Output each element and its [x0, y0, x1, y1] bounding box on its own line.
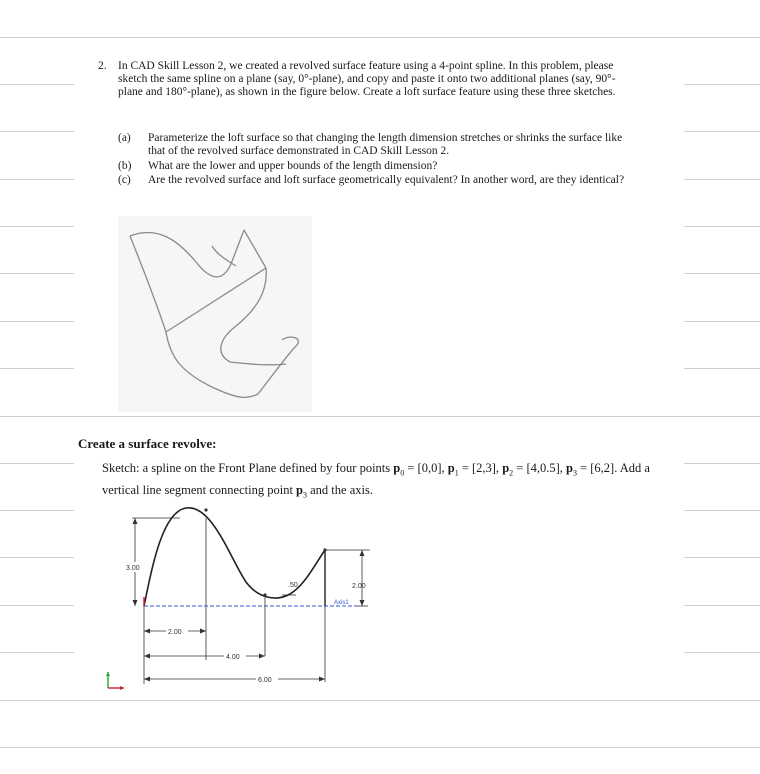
page-rule — [684, 321, 760, 322]
page-rule — [684, 510, 760, 511]
page-rule — [0, 321, 74, 322]
arrowhead — [259, 654, 265, 659]
part-text: Parameterize the loft surface so that changing the length dimension stretches or shrinks the surface like that of the revolved surface demonstrated in CAD Skill Lesson 2. — [148, 132, 623, 158]
point-symbol: p — [447, 461, 455, 475]
page-rule — [0, 84, 74, 85]
arrowhead — [200, 629, 206, 634]
part-text: What are the lower and upper bounds of the length dimension? — [148, 160, 438, 172]
arrowhead — [133, 600, 138, 606]
point-symbol: p — [566, 461, 573, 475]
triad-arrow — [120, 686, 124, 690]
arrowhead — [144, 629, 150, 634]
page-rule — [684, 463, 760, 464]
spline-point — [323, 548, 326, 551]
arrowhead — [360, 550, 365, 556]
arrowhead — [360, 600, 365, 606]
page-rule — [0, 131, 74, 132]
question-text: In CAD Skill Lesson 2, we created a revolved surface feature using a 4-point spline. In this problem, please sketch the same spline on a plane (say, 0°-plane), and copy and paste it onto two additional planes (say, 90°-plane and 180°-plane), as shown in the figure below. Create a loft surface feature using these three sketches. — [118, 60, 616, 99]
question-number: 2. — [98, 60, 107, 72]
arrowhead — [144, 677, 150, 682]
page-rule — [684, 84, 760, 85]
arrowhead — [319, 677, 325, 682]
page-rule — [0, 652, 74, 653]
part-label: (c) — [118, 174, 131, 186]
arrowhead — [133, 518, 138, 524]
spline-drawing — [100, 498, 390, 694]
page-rule — [684, 605, 760, 606]
point-index: 3 — [572, 468, 577, 478]
page-rule — [684, 179, 760, 180]
point-value: = [0,0], — [404, 461, 448, 475]
spline-point — [204, 508, 207, 511]
page-rule — [0, 368, 74, 369]
page-rule — [684, 368, 760, 369]
sketch-tail: Add a vertical line segment connecting point — [102, 461, 650, 497]
part-label: (b) — [118, 160, 132, 172]
dim-height-label: 3.00 — [126, 565, 140, 572]
page-rule — [0, 463, 74, 464]
page-rule — [0, 557, 74, 558]
spline-point — [263, 593, 266, 596]
loft-figure — [118, 216, 312, 412]
point-index: 1 — [454, 468, 459, 478]
part-text: Are the revolved surface and loft surface geometrically equivalent? In another word, are they identical? — [148, 174, 625, 186]
page-rule — [0, 700, 760, 701]
page-rule — [0, 510, 74, 511]
dim-x1-label: 2.00 — [168, 629, 182, 636]
point-symbol: p — [393, 461, 401, 475]
page-rule — [0, 179, 74, 180]
point-value: = [2,3], — [458, 461, 503, 475]
page-rule — [0, 37, 760, 38]
axis-label: Axis1 — [334, 600, 349, 606]
point-index: 2 — [509, 468, 514, 478]
triad-arrow — [106, 672, 110, 676]
point-symbol: p — [502, 461, 510, 475]
sketch-end: and the axis. — [307, 482, 373, 497]
point-index: 0 — [400, 468, 405, 478]
spline-dimension-svg — [100, 498, 390, 694]
page-rule — [684, 226, 760, 227]
page-rule — [0, 273, 74, 274]
sketch-description — [102, 460, 682, 503]
point-value: = [4,0.5], — [513, 461, 567, 475]
point-value: = [6,2]. — [576, 461, 620, 475]
dim-right-label: 2.00 — [352, 583, 366, 590]
page-rule — [0, 605, 74, 606]
dim-dip-label: .50 — [288, 582, 298, 589]
spline-curve — [144, 508, 325, 606]
part-label: (a) — [118, 132, 131, 144]
sketch-intro: Sketch: a spline on the Front Plane defined by four points — [102, 461, 394, 475]
loft-sketch-drawing — [118, 216, 312, 412]
arrowhead — [144, 654, 150, 659]
section-title: Create a surface revolve: — [78, 436, 217, 451]
page-rule — [684, 131, 760, 132]
page-rule — [0, 226, 74, 227]
dim-x2-label: 4.00 — [226, 654, 240, 661]
page-rule — [684, 652, 760, 653]
page-rule — [684, 273, 760, 274]
page-rule — [0, 747, 760, 748]
point-symbol: p — [296, 482, 303, 497]
page-rule — [0, 416, 760, 417]
point-index: 3 — [303, 490, 307, 499]
page-rule — [684, 557, 760, 558]
dim-x3-label: 6.00 — [258, 677, 272, 684]
